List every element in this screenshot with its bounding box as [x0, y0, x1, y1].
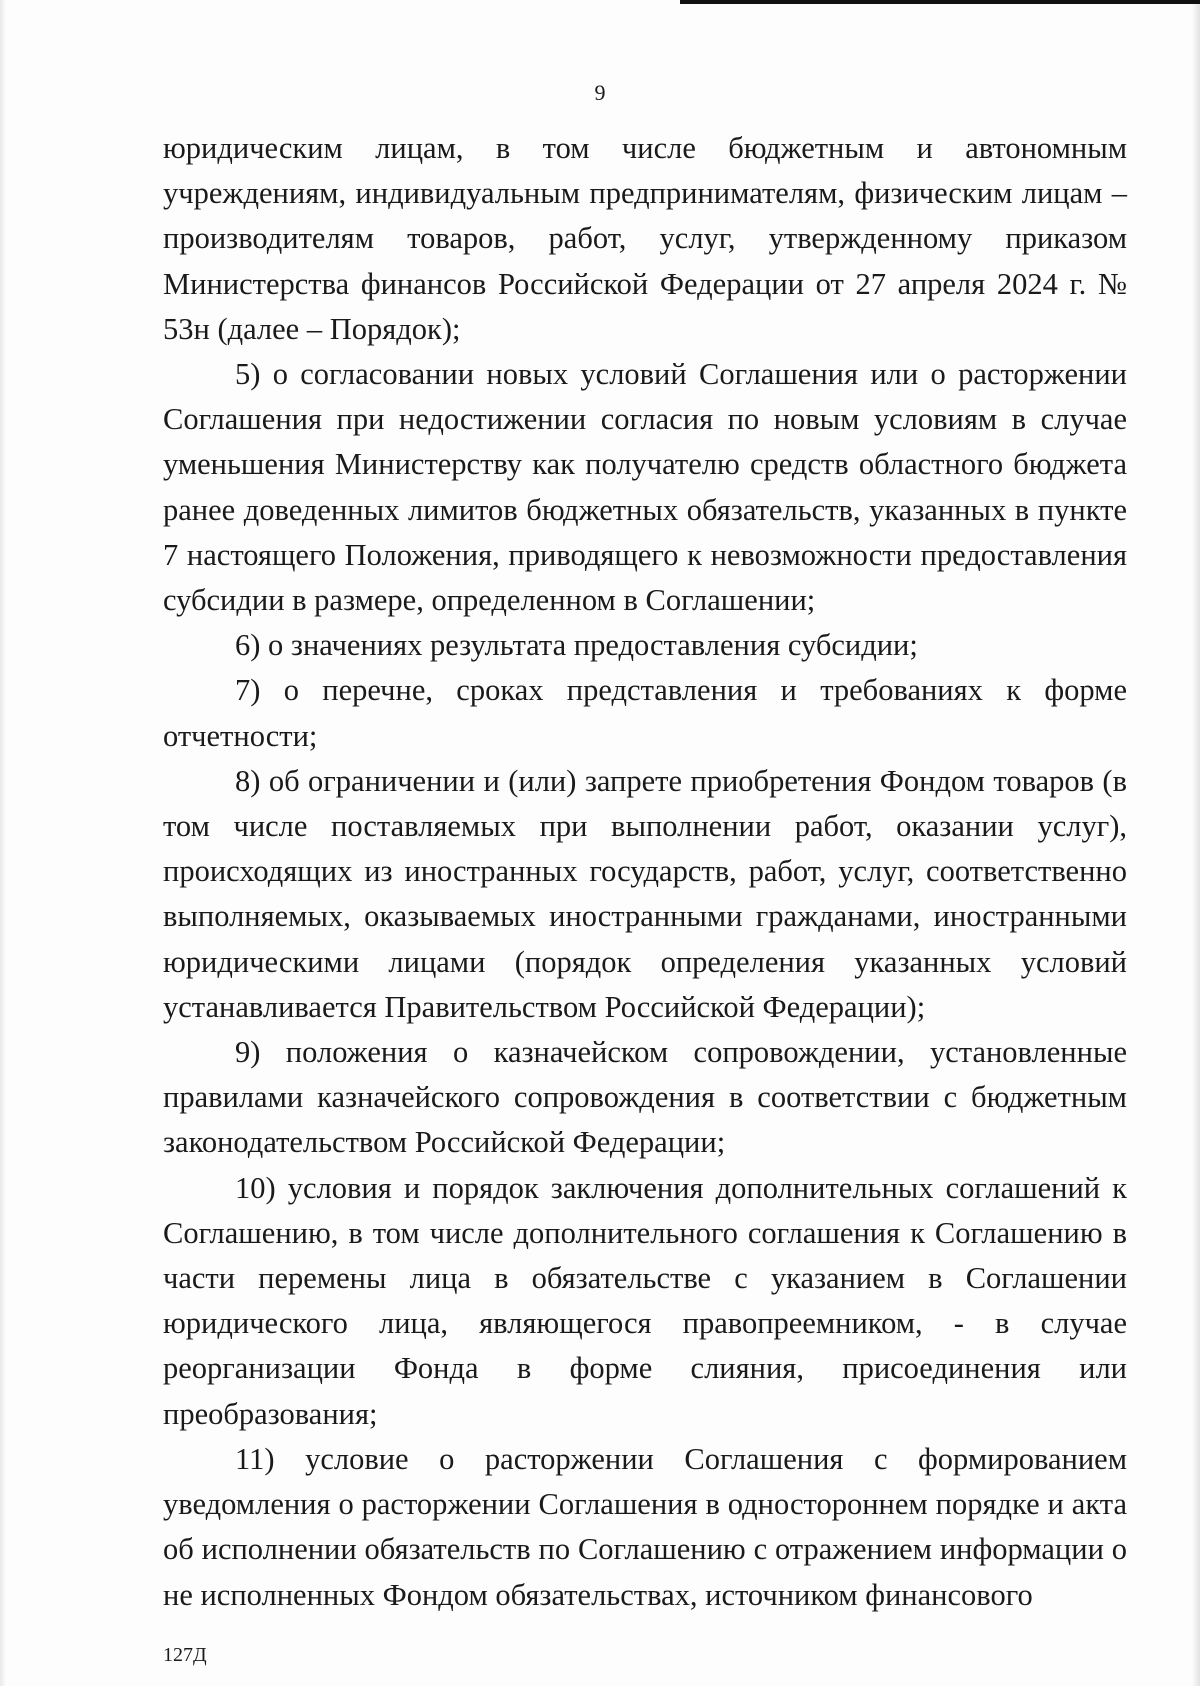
paragraph-item-11: 11) условие о расторжении Соглашения с формированием уведомления о расторжении Соглашения в одностороннем порядке и акта об исполнении обязательств по Соглашению с отражением информации о не исполненных Фондом обязательствах, источником финансового [163, 1441, 1127, 1612]
scan-left-edge [0, 0, 6, 1686]
document-code: 127Д [163, 1644, 207, 1666]
paragraph-item-10: 10) условия и порядок заключения дополнительных соглашений к Соглашению, в том числе дополнительного соглашения к Соглашению в части перемены лица в обязательстве с указанием в Соглашении юридического лица, являющегося правопреемником, - в случае реорганизации Фонда в форме слияния, присоединения или преобразования; [163, 1170, 1127, 1431]
body-text [163, 126, 1127, 1618]
paragraph-item-8: 8) об ограничении и (или) запрете приобретения Фондом товаров (в том числе поставляемых при выполнении работ, оказании услуг), происходящих из иностранных государств, работ, услуг, соответственно выполняемых, оказываемых иностранными гражданами, иностранными юридическими лицами (порядок определения указанных условий устанавливается Правительством Российской Федерации); [163, 763, 1127, 1024]
page-number: 9 [594, 80, 606, 105]
paragraph-item-9: 9) положения о казначейском сопровождении, установленные правилами казначейского сопровождения в соответствии с бюджетным законодательством Российской Федерации; [163, 1035, 1127, 1160]
paragraph-item-7: 7) о перечне, сроках представления и требованиях к форме отчетности; [163, 673, 1127, 753]
scan-right-edge [1192, 0, 1200, 1686]
paragraph-item-6: 6) о значениях результата предоставления субсидии; [235, 628, 918, 663]
paragraph-item-5: 5) о согласовании новых условий Соглашения или о расторжении Соглашения при недостижении согласия по новым условиям в случае уменьшения Министерству как получателю средств областного бюджета ранее доведенных лимитов бюджетных обязательств, указанных в пункте 7 настоящего Положения, приводящего к невозможности предоставления субсидии в размере, определенном в Соглашении; [163, 357, 1127, 618]
top-border-line [680, 0, 1200, 4]
paragraph-continuation: юридическим лицам, в том числе бюджетным и автономным учреждениям, индивидуальным предпринимателям, физическим лицам – производителям товаров, работ, услуг, утвержденному приказом Министерства финансов Российской Федерации от 27 апреля 2024 г. № 53н (далее – Порядок); [163, 131, 1127, 346]
